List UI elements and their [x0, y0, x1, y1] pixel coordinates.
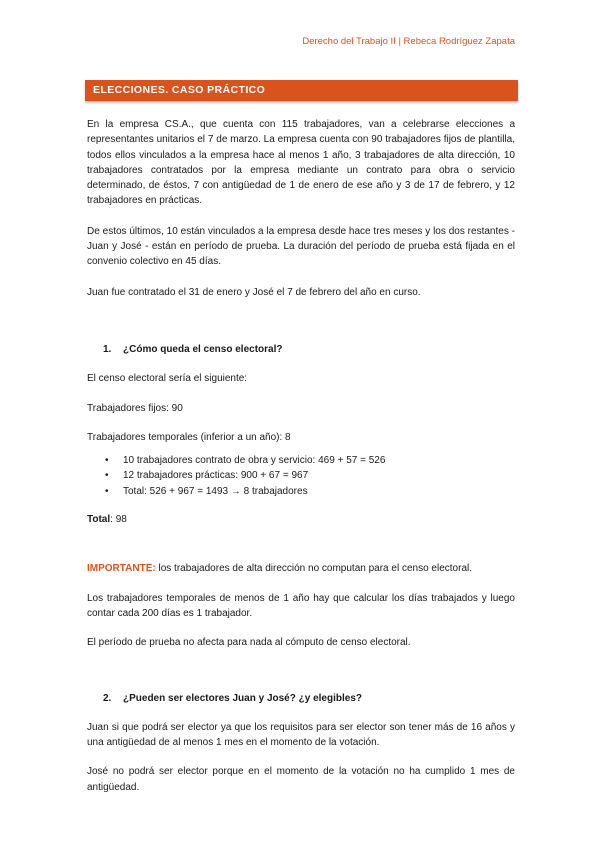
important-note	[87, 561, 515, 576]
q1-total-value: : 98	[110, 514, 127, 526]
q1-answer-line-1: El censo electoral sería el siguiente:	[87, 373, 248, 385]
intro-paragraph-2: De estos últimos, 10 están vinculados a la empresa desde hace tres meses y los dos restantes - Juan y José - están en período de prueba. La duración del período de prueba está fijada en el convenio colectivo en 45 días.	[87, 225, 515, 268]
q1-answer-line-2: Trabajadores fijos: 90	[87, 402, 183, 414]
question-2-text: ¿Pueden ser electores Juan y José? ¿y elegibles?	[123, 692, 362, 704]
q1-total	[87, 512, 515, 527]
list-item: • 10 trabajadores contrato de obra y servicio: 469 + 57 = 526	[87, 453, 515, 468]
bullet-icon: •	[105, 485, 109, 497]
page-header: Derecho del Trabajo II | Rebeca Rodríguez Zapata	[302, 36, 515, 47]
q2-answer-1: Juan si que podrá ser elector ya que los requisitos para ser elector son tener más de 16 años y una antigüedad de al menos 1 mes en el momento de la votación.	[87, 721, 515, 749]
q2-answer-2: José no podrá ser elector porque en el momento de la votación no ha cumplido 1 mes de antigüedad.	[87, 766, 515, 793]
note-paragraph-2: Los trabajadores temporales de menos de 1 año hay que calcular los días trabajados y luego contar cada 200 días es 1 trabajador.	[87, 592, 515, 619]
important-label: IMPORTANTE:	[87, 563, 156, 575]
list-item: • Total: 526 + 967 = 1493 → 8 trabajadores	[87, 484, 515, 499]
note-paragraph-3: El período de prueba no afecta para nada al cómputo de censo electoral.	[87, 637, 411, 649]
list-item: • 12 trabajadores prácticas: 900 + 67 = 967	[87, 468, 515, 483]
question-2-number: 2.	[103, 692, 112, 704]
document-body	[87, 117, 515, 795]
important-text: los trabajadores de alta dirección no computan para el censo electoral.	[155, 563, 473, 575]
question-1-text: ¿Cómo queda el censo electoral?	[123, 343, 283, 355]
bullet-icon: •	[105, 470, 109, 482]
intro-paragraph-1: En la empresa CS.A., que cuenta con 115 trabajadores, van a celebrarse elecciones a representantes unitarios el 7 de marzo. La empresa cuenta con 90 trabajadores fijos de plantilla, todos ellos vinculados a la empresa hace al menos 1 año, 3 trabajadores de alta dirección, 10 trabajadores contratados por la empresa mediante un contrato para obra o servicio determinado, de éstos, 7 con antigüedad de 1 de enero de ese año y 3 de 17 de febrero, y 12 trabajadores en prácticas.	[87, 119, 515, 207]
question-2	[87, 691, 515, 706]
intro-paragraph-3: Juan fue contratado el 31 de enero y José el 7 de febrero del año en curso.	[87, 286, 421, 298]
section-title: ELECCIONES. CASO PRÁCTICO	[93, 84, 266, 96]
q1-total-label: Total	[87, 514, 111, 526]
question-1-number: 1.	[103, 343, 112, 355]
question-1	[87, 342, 515, 357]
q1-bullet-list	[87, 453, 515, 499]
section-title-bar	[85, 80, 518, 101]
bullet-icon: •	[105, 455, 109, 467]
q1-answer-line-3: Trabajadores temporales (inferior a un año): 8	[87, 431, 291, 443]
